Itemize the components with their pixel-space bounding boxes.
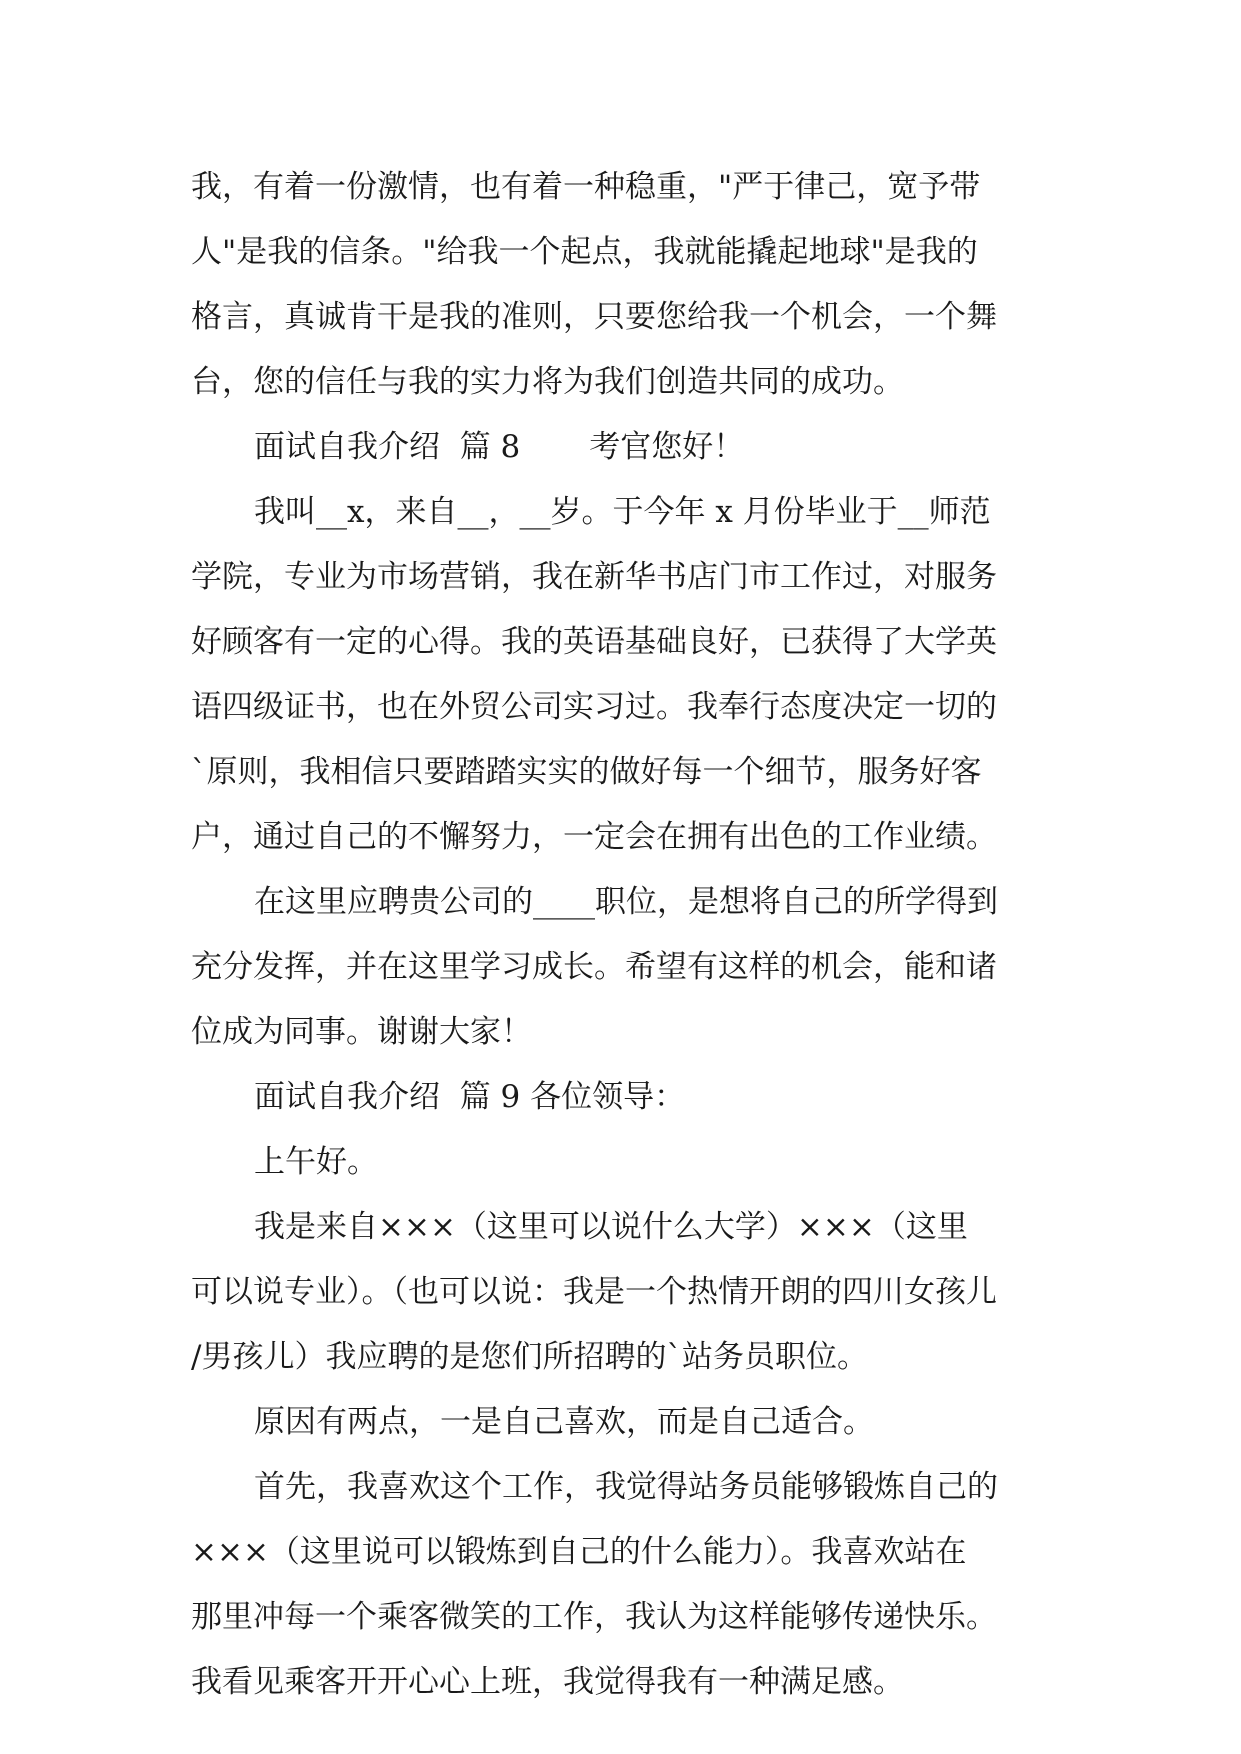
text-line: 格言，真诚肯干是我的准则，只要您给我一个机会，一个舞 xyxy=(191,299,997,335)
text-line: 在这里应聘贵公司的____职位，是想将自己的所学得到 xyxy=(254,884,998,920)
text-line: 台，您的信任与我的实力将为我们创造共同的成功。 xyxy=(191,364,904,400)
document-body xyxy=(191,155,1071,1715)
text-line: 我叫__x，来自__，__岁。于今年 x 月份毕业于__师范 xyxy=(254,494,991,530)
text-line: 可以说专业）。（也可以说：我是一个热情开朗的四川女孩儿 xyxy=(191,1274,997,1310)
text-line: 好顾客有一定的心得。我的英语基础良好，已获得了大学英 xyxy=(191,624,997,660)
text-line: 学院，专业为市场营销，我在新华书店门市工作过，对服务 xyxy=(191,559,997,595)
text-line: `原则，我相信只要踏踏实实的做好每一个细节，服务好客 xyxy=(191,754,982,790)
text-line: 充分发挥，并在这里学习成长。希望有这样的机会，能和诸 xyxy=(191,949,997,985)
text-line: 户，通过自己的不懈努力，一定会在拥有出色的工作业绩。 xyxy=(191,819,997,855)
text-line: 我是来自×××（这里可以说什么大学）×××（这里 xyxy=(254,1209,968,1245)
text-line: 人"是我的信条。"给我一个起点，我就能撬起地球"是我的 xyxy=(191,234,978,270)
text-line: /男孩儿）我应聘的是您们所招聘的`站务员职位。 xyxy=(191,1339,868,1375)
text-line: 我看见乘客开开心心上班，我觉得我有一种满足感。 xyxy=(191,1664,904,1700)
text-line: 那里冲每一个乘客微笑的工作，我认为这样能够传递快乐。 xyxy=(191,1599,997,1635)
text-line: 首先，我喜欢这个工作，我觉得站务员能够锻炼自己的 xyxy=(254,1469,998,1505)
text-line: 位成为同事。谢谢大家！ xyxy=(191,1014,532,1050)
text-line: 我，有着一份激情，也有着一种稳重，"严于律己，宽予带 xyxy=(191,169,981,205)
text-line: 语四级证书，也在外贸公司实习过。我奉行态度决定一切的 xyxy=(191,689,997,725)
text-line: 原因有两点，一是自己喜欢，而是自己适合。 xyxy=(254,1404,874,1440)
text-line: 上午好。 xyxy=(254,1144,378,1180)
section-heading-8: 面试自我介绍 篇 8 考官您好！ xyxy=(254,429,745,465)
text-line: ×××（这里说可以锻炼到自己的什么能力）。我喜欢站在 xyxy=(191,1534,967,1570)
section-heading-9: 面试自我介绍 篇 9 各位领导： xyxy=(254,1079,686,1115)
